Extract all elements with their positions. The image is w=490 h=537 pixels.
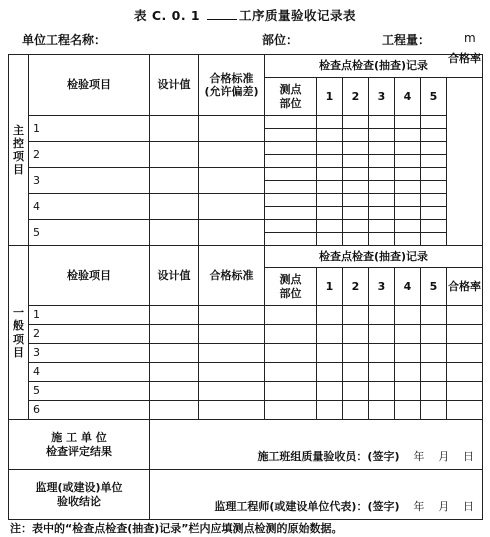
general-point-header: 测点 部位	[265, 268, 317, 306]
main-row-2-design[interactable]	[150, 142, 199, 168]
cell[interactable]	[369, 129, 395, 142]
general-point-2: 2	[343, 268, 369, 306]
general-point-1: 1	[317, 268, 343, 306]
cell[interactable]	[395, 382, 421, 401]
cell[interactable]	[317, 116, 343, 129]
cell[interactable]	[343, 382, 369, 401]
cell[interactable]	[395, 233, 421, 246]
main-point-3: 3	[369, 78, 395, 116]
cell[interactable]	[421, 401, 447, 420]
cell[interactable]	[317, 142, 343, 155]
cell[interactable]	[343, 116, 369, 129]
form-name: 工序质量验收记录表	[238, 8, 356, 23]
main-pass-rate-header: 合格率	[447, 78, 483, 246]
cell[interactable]	[369, 142, 395, 155]
cell[interactable]	[369, 220, 395, 233]
cell[interactable]	[343, 306, 369, 325]
cell[interactable]	[447, 306, 483, 325]
cell[interactable]	[369, 116, 395, 129]
cell[interactable]	[150, 325, 199, 344]
cell[interactable]	[447, 382, 483, 401]
inspection-form	[8, 54, 482, 514]
cell[interactable]	[265, 129, 317, 142]
cell[interactable]	[265, 220, 317, 233]
footnote: 注：表中的“检查点检查(抽查)记录”栏内应填测点检测的原始数据。	[10, 522, 343, 535]
main-check-item-header: 检验项目	[29, 55, 150, 116]
cell[interactable]	[369, 401, 395, 420]
cell[interactable]	[395, 194, 421, 207]
main-row-2-standard[interactable]	[199, 142, 265, 168]
form-number: 表 C. 0. 1	[134, 8, 201, 23]
cell[interactable]	[317, 129, 343, 142]
cell[interactable]	[395, 363, 421, 382]
cell[interactable]	[343, 142, 369, 155]
cell[interactable]	[265, 363, 317, 382]
cell[interactable]	[150, 382, 199, 401]
cell[interactable]	[150, 306, 199, 325]
cell[interactable]	[265, 325, 317, 344]
cell[interactable]	[343, 363, 369, 382]
cell[interactable]	[447, 363, 483, 382]
cell[interactable]	[395, 129, 421, 142]
process-name-blank	[207, 8, 237, 20]
cell[interactable]	[395, 306, 421, 325]
cell[interactable]	[395, 401, 421, 420]
cell[interactable]	[421, 168, 447, 181]
cell[interactable]	[395, 142, 421, 155]
main-point-1: 1	[317, 78, 343, 116]
cell[interactable]	[317, 207, 343, 220]
general-row-3: 3	[29, 344, 150, 363]
general-row-2: 2	[29, 325, 150, 344]
cell[interactable]	[317, 220, 343, 233]
main-standard-header: 合格标准 (允许偏差)	[199, 55, 265, 116]
cell[interactable]	[447, 344, 483, 363]
cell[interactable]	[395, 181, 421, 194]
cell[interactable]	[395, 344, 421, 363]
cell[interactable]	[265, 168, 317, 181]
cell[interactable]	[369, 207, 395, 220]
cell[interactable]	[395, 220, 421, 233]
general-point-3: 3	[369, 268, 395, 306]
cell[interactable]	[199, 401, 265, 420]
cell[interactable]	[395, 168, 421, 181]
cell[interactable]	[369, 306, 395, 325]
cell[interactable]	[317, 325, 343, 344]
cell[interactable]	[369, 181, 395, 194]
main-row-4-design[interactable]	[150, 194, 199, 220]
cell[interactable]	[265, 155, 317, 168]
cell[interactable]	[421, 142, 447, 155]
main-row-1-standard[interactable]	[199, 116, 265, 142]
cell[interactable]	[421, 194, 447, 207]
main-row-3: 3	[29, 168, 150, 194]
cell[interactable]	[343, 344, 369, 363]
cell[interactable]	[421, 220, 447, 233]
cell[interactable]	[343, 194, 369, 207]
construction-signer-label: 施工班组质量验收员：(签字)	[257, 449, 400, 463]
cell[interactable]	[317, 401, 343, 420]
general-record-header: 检查点检查(抽查)记录	[265, 246, 483, 268]
main-row-5: 5	[29, 220, 150, 246]
cell[interactable]	[265, 207, 317, 220]
cell[interactable]	[317, 382, 343, 401]
cell[interactable]	[317, 363, 343, 382]
cell[interactable]	[199, 325, 265, 344]
cell[interactable]	[421, 382, 447, 401]
cell[interactable]	[421, 325, 447, 344]
cell[interactable]	[343, 207, 369, 220]
cell[interactable]	[265, 401, 317, 420]
form-title	[0, 6, 490, 24]
main-row-1: 1	[29, 116, 150, 142]
cell[interactable]	[199, 363, 265, 382]
general-standard-header: 合格标准	[199, 246, 265, 306]
cell[interactable]	[265, 142, 317, 155]
general-row-4: 4	[29, 363, 150, 382]
cell[interactable]	[343, 401, 369, 420]
general-point-5: 5	[421, 268, 447, 306]
supervision-label: 监理(或建设)单位 验收结论	[9, 470, 150, 520]
cell[interactable]	[199, 344, 265, 363]
main-point-header: 测点 部位	[265, 78, 317, 116]
cell[interactable]	[421, 181, 447, 194]
supervision-month-label: 月	[438, 499, 450, 513]
cell[interactable]	[265, 344, 317, 363]
cell[interactable]	[343, 325, 369, 344]
main-row-5-standard[interactable]	[199, 220, 265, 246]
quantity-unit: m	[464, 31, 476, 45]
cell[interactable]	[343, 155, 369, 168]
supervision-year-label: 年	[413, 499, 425, 513]
cell[interactable]	[199, 306, 265, 325]
main-row-2: 2	[29, 142, 150, 168]
cell[interactable]	[421, 344, 447, 363]
cell[interactable]	[447, 401, 483, 420]
general-row-6: 6	[29, 401, 150, 420]
main-row-1-point[interactable]	[265, 116, 317, 129]
cell[interactable]	[421, 116, 447, 129]
main-row-4-standard[interactable]	[199, 194, 265, 220]
general-row-5: 5	[29, 382, 150, 401]
cell[interactable]	[421, 363, 447, 382]
cell[interactable]	[369, 363, 395, 382]
cell[interactable]	[395, 155, 421, 168]
construction-day-label: 日	[463, 449, 475, 463]
cell[interactable]	[265, 382, 317, 401]
cell[interactable]	[343, 181, 369, 194]
general-pass-rate-header: 合格率	[447, 268, 483, 306]
construction-label: 施 工 单 位 检查评定结果	[9, 420, 150, 470]
cell[interactable]	[369, 344, 395, 363]
general-row-1: 1	[29, 306, 150, 325]
cell[interactable]	[265, 306, 317, 325]
supervision-day-label: 日	[463, 499, 475, 513]
construction-month-label: 月	[438, 449, 450, 463]
cell[interactable]	[343, 129, 369, 142]
cell[interactable]	[421, 207, 447, 220]
main-row-4: 4	[29, 194, 150, 220]
main-record-header: 检查点检查(抽查)记录	[265, 55, 483, 78]
cell[interactable]	[421, 233, 447, 246]
supervision-signature-field[interactable]	[150, 470, 483, 520]
cell[interactable]	[447, 325, 483, 344]
location-label: 部位：	[262, 33, 299, 47]
cell[interactable]	[150, 363, 199, 382]
main-control-section-label: 主 控 项 目	[9, 55, 29, 246]
general-check-item-header: 检验项目	[29, 246, 150, 306]
cell[interactable]	[150, 344, 199, 363]
general-point-4: 4	[395, 268, 421, 306]
general-design-value-header: 设计值	[150, 246, 199, 306]
cell[interactable]	[369, 155, 395, 168]
cell[interactable]	[317, 233, 343, 246]
main-point-4: 4	[395, 78, 421, 116]
cell[interactable]	[343, 233, 369, 246]
quantity-label: 工程量：	[382, 33, 431, 47]
cell[interactable]	[317, 168, 343, 181]
cell[interactable]	[395, 325, 421, 344]
construction-signature-field[interactable]	[150, 420, 483, 470]
cell[interactable]	[421, 155, 447, 168]
inspection-table	[8, 54, 483, 520]
cell[interactable]	[265, 181, 317, 194]
cell[interactable]	[369, 168, 395, 181]
main-point-5: 5	[421, 78, 447, 116]
cell[interactable]	[369, 194, 395, 207]
cell[interactable]	[369, 382, 395, 401]
main-point-2: 2	[343, 78, 369, 116]
main-row-5-design[interactable]	[150, 220, 199, 246]
cell[interactable]	[317, 181, 343, 194]
cell[interactable]	[421, 129, 447, 142]
cell[interactable]	[150, 401, 199, 420]
cell[interactable]	[343, 220, 369, 233]
main-design-value-header: 设计值	[150, 55, 199, 116]
cell[interactable]	[199, 382, 265, 401]
cell[interactable]	[395, 207, 421, 220]
cell[interactable]	[317, 344, 343, 363]
supervision-signer-label: 监理工程师(或建设单位代表)：(签字)	[214, 499, 400, 513]
cell[interactable]	[343, 168, 369, 181]
general-section-label: 一 般 项 目	[9, 246, 29, 420]
cell[interactable]	[369, 233, 395, 246]
construction-year-label: 年	[413, 449, 425, 463]
main-row-3-standard[interactable]	[199, 168, 265, 194]
cell[interactable]	[265, 233, 317, 246]
cell[interactable]	[265, 194, 317, 207]
cell[interactable]	[395, 116, 421, 129]
unit-project-label: 单位工程名称：	[22, 33, 107, 47]
cell[interactable]	[369, 325, 395, 344]
main-row-3-design[interactable]	[150, 168, 199, 194]
cell[interactable]	[317, 194, 343, 207]
cell[interactable]	[421, 306, 447, 325]
cell[interactable]	[317, 306, 343, 325]
cell[interactable]	[317, 155, 343, 168]
main-row-1-design[interactable]	[150, 116, 199, 142]
